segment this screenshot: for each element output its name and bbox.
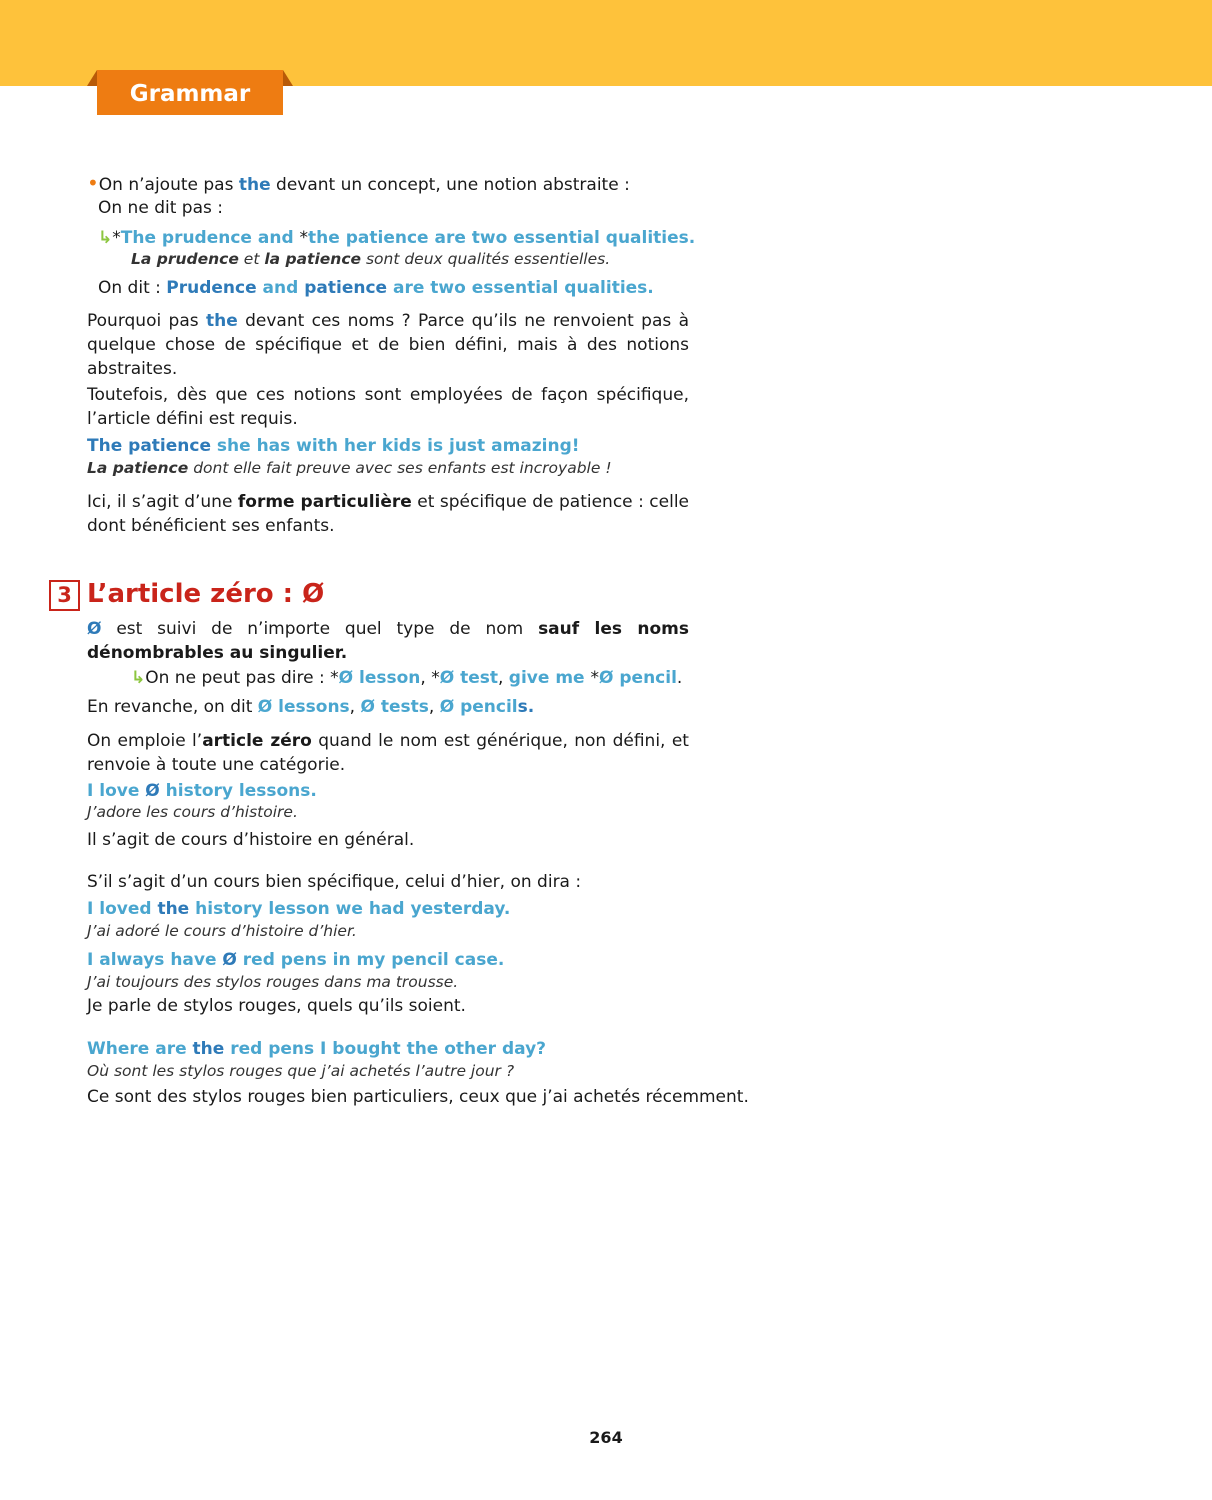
section-tab [97,70,283,115]
example-red-pens-translation: J’ai toujours des stylos rouges dans ma trousse. [87,973,459,991]
arrow-return-icon: ↳ [98,228,113,248]
paragraph-toutefois: Toutefois, dès que ces notions sont employées de façon spécifique, l’article défini est requis. [87,385,689,429]
wrong-example: ↳*The prudence and *the patience are two essential qualities. [98,228,696,248]
example-history-translation: J’adore les cours d’histoire. [87,803,298,821]
page-number: 264 [589,1428,623,1447]
paragraph-zero-rule: Ø est suivi de n’importe quel type de nom sauf les noms dénombrables au singulier. [87,619,689,663]
example-patience: The patience she has with her kids is just amazing! [87,436,580,456]
comment-specific: S’il s’agit d’un cours bien spécifique, celui d’hier, on dira : [87,872,582,892]
on-ne-dit-pas: On ne dit pas : [98,198,223,218]
bullet-dot-icon: • [87,171,99,195]
en-revanche: En revanche, on dit Ø lessons, Ø tests, Ø pencils. [87,697,535,717]
example-where-translation: Où sont les stylos rouges que j’ai achetés l’autre jour ? [87,1062,515,1080]
wrong-example-translation: La prudence et la patience sont deux qualités essentielles. [131,250,611,268]
comment-red-pens: Je parle de stylos rouges, quels qu’ils soient. [87,996,466,1016]
comment-general: Il s’agit de cours d’histoire en général. [87,830,415,850]
example-history: I love Ø history lessons. [87,781,317,801]
example-yesterday-translation: J’ai adoré le cours d’histoire d’hier. [87,922,357,940]
cannot-say: ↳On ne peut pas dire : *Ø lesson, *Ø test, give me *Ø pencil. [131,668,683,688]
tab-label: Grammar [129,81,251,107]
paragraph-pourquoi: Pourquoi pas the devant ces noms ? Parce qu’ils ne renvoient pas à quelque chose de spécifique et de bien défini, mais à des notions abstraites. [87,311,690,379]
example-patience-translation: La patience dont elle fait preuve avec ses enfants est incroyable ! [87,459,612,477]
comment-particular: Ce sont des stylos rouges bien particuliers, ceux que j’ai achetés récemment. [87,1087,749,1107]
paragraph-ici: Ici, il s’agit d’une forme particulière et spécifique de patience : celle dont bénéficient ses enfants. [87,492,690,536]
correct-example: On dit : Prudence and patience are two essential qualities. [98,278,654,298]
example-yesterday: I loved the history lesson we had yesterday. [87,899,511,919]
bullet-intro: •On n’ajoute pas the devant un concept, une notion abstraite : [87,171,630,195]
section-number: 3 [49,580,80,611]
arrow-return-icon: ↳ [131,668,146,688]
paragraph-on-emploie: On emploie l’article zéro quand le nom est générique, non défini, et renvoie à toute une catégorie. [87,731,689,775]
example-where: Where are the red pens I bought the other day? [87,1039,547,1059]
example-red-pens: I always have Ø red pens in my pencil case. [87,950,505,970]
section-title: L’article zéro : Ø [87,579,325,609]
